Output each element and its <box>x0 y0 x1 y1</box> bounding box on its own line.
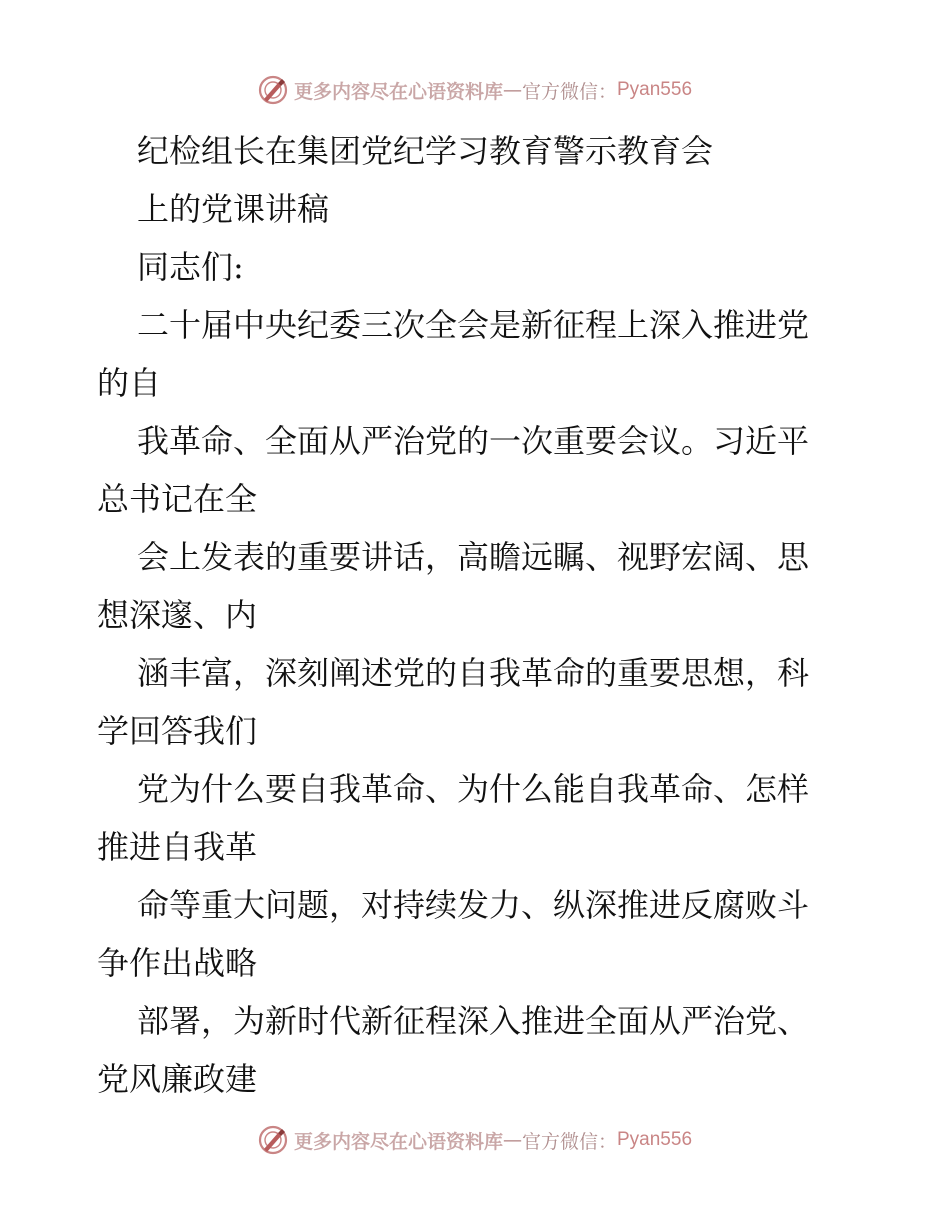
watermark-account: Pyan556 <box>617 1129 693 1150</box>
body-line: 我革命、全面从严治党的一次重要会议。习近平 <box>137 422 810 460</box>
body-line: 总书记在全 <box>97 480 258 518</box>
body-line: 学回答我们 <box>97 712 258 750</box>
title-line-1: 纪检组长在集团党纪学习教育警示教育会 <box>137 132 714 170</box>
body-line: 想深邃、内 <box>97 596 258 634</box>
body-line: 的自 <box>97 364 162 402</box>
watermark-account: Pyan556 <box>617 79 693 100</box>
document-body <box>97 122 857 1108</box>
watermark-official-label: 官方微信： <box>521 1130 617 1153</box>
pen-logo-icon <box>258 1125 288 1155</box>
watermark-official-label: 官方微信： <box>521 80 617 103</box>
body-line: 党风廉政建 <box>97 1060 258 1098</box>
watermark-site-text: 更多内容尽在心语资料库 <box>293 1130 503 1153</box>
body-line: 争作出战略 <box>97 944 258 982</box>
body-line: 党为什么要自我革命、为什么能自我革命、怎样 <box>137 770 810 808</box>
footer-watermark <box>0 1120 950 1160</box>
watermark-dash: — <box>502 1129 522 1151</box>
body-line: 会上发表的重要讲话，高瞻远瞩、视野宏阔、思 <box>137 538 810 576</box>
body-line: 涵丰富，深刻阐述党的自我革命的重要思想，科 <box>137 654 810 692</box>
body-line: 推进自我革 <box>97 828 258 866</box>
header-watermark <box>0 70 950 110</box>
watermark-site-text: 更多内容尽在心语资料库 <box>293 80 503 103</box>
title-line-2: 上的党课讲稿 <box>137 190 330 228</box>
pen-logo-icon <box>258 75 288 105</box>
salutation: 同志们: <box>137 248 244 286</box>
body-line: 命等重大问题，对持续发力、纵深推进反腐败斗 <box>137 886 810 924</box>
watermark-dash: — <box>502 79 522 101</box>
body-line: 部署，为新时代新征程深入推进全面从严治党、 <box>137 1002 810 1040</box>
body-line: 二十届中央纪委三次全会是新征程上深入推进党 <box>137 306 810 344</box>
